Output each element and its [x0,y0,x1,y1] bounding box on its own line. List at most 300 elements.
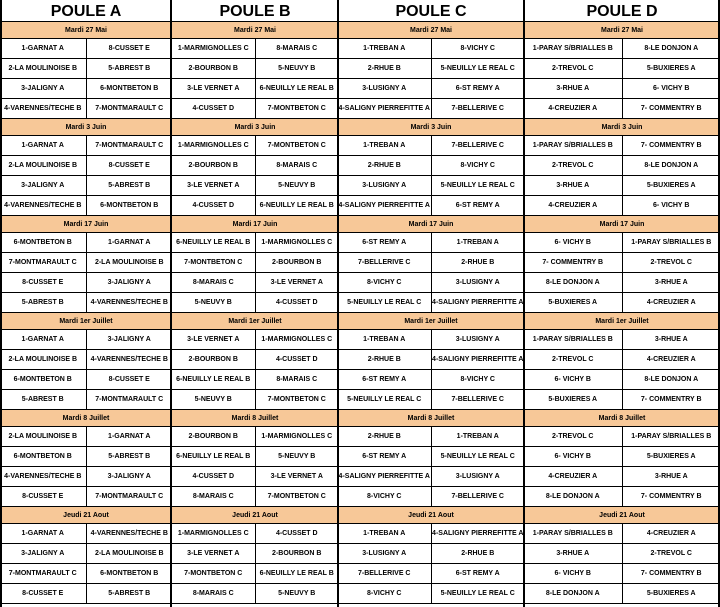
home-team: 6-NEUILLY LE REAL B [172,233,256,252]
away-team: 4-SALIGNY PIERREFITTE A [432,356,524,363]
home-team: 4-SALIGNY PIERREFITTE A [338,467,432,486]
home-team: 5-BUXIERES A [524,293,623,312]
match-day [0,119,172,216]
home-team: 1-MARMIGNOLLES C [172,136,256,155]
home-team: 3-LUSIGNY A [338,544,432,563]
match-row [172,273,338,293]
match-day [338,507,524,604]
away-team: 1-PARAY S/BRIALLES B [631,239,712,246]
home-team: 2-TREVOL C [524,156,623,175]
home-team: 2-LA MOULINOISE B [0,59,87,78]
away-team: 4-SALIGNY PIERREFITTE A [432,530,524,537]
away-team: 2-LA MOULINOISE B [94,259,164,266]
away-team: 2-BOURBON B [272,550,322,557]
match-row [172,350,338,370]
match-row [338,544,524,564]
match-date: Mardi 17 Juin [172,216,338,233]
match-date: Mardi 27 Mai [172,22,338,39]
match-row [172,293,338,313]
match-row [524,39,720,59]
match-day [524,22,720,119]
home-team: 4-VARENNES/TECHE B [0,99,87,118]
match-row [338,427,524,447]
home-team: 3-RHUE A [524,544,623,563]
home-team: 5-NEUILLY LE REAL C [338,390,432,409]
match-row [338,59,524,79]
match-row [338,390,524,410]
home-team: 8-VICHY C [338,273,432,292]
away-team: 4-VARENNES/TECHE B [90,356,168,363]
match-row [0,39,172,59]
away-team: 8-MARAIS C [276,45,318,52]
match-row [0,233,172,253]
match-row [0,293,172,313]
home-team: 7-MONTBETON C [172,564,256,583]
home-team: 2-RHUE B [338,59,432,78]
away-team: 5-BUXIERES A [646,182,696,189]
match-row [338,273,524,293]
away-team: 7- COMMENTRY B [640,396,702,403]
home-team: 1-MARMIGNOLLES C [172,39,256,58]
match-date: Mardi 3 Juin [338,119,524,136]
match-row [524,156,720,176]
home-team: 4-CUSSET D [172,99,256,118]
match-row [0,447,172,467]
home-team: 1-PARAY S/BRIALLES B [524,136,623,155]
pool-title: POULE B [172,0,338,22]
home-team: 3-JALIGNY A [0,176,87,195]
away-team: 6-MONTBETON B [100,570,159,577]
away-team: 5-NEUILLY LE REAL C [440,590,515,597]
column-divider [0,0,2,607]
away-team: 3-LUSIGNY A [455,279,500,286]
match-row [0,330,172,350]
home-team: 7-BELLERIVE C [338,253,432,272]
match-row [524,390,720,410]
home-team: 5-NEUILLY LE REAL C [338,293,432,312]
away-team: 7-MONTMARAULT C [95,142,164,149]
match-row [0,390,172,410]
home-team: 1-GARNAT A [0,330,87,349]
home-team: 1-GARNAT A [0,524,87,543]
match-row [0,487,172,507]
match-date: Mardi 1er Juillet [524,313,720,330]
home-team: 8-VICHY C [338,487,432,506]
match-row [172,59,338,79]
match-day [0,216,172,313]
match-row [524,330,720,350]
pool-title: POULE A [0,0,172,22]
match-row [172,427,338,447]
home-team: 4-CREUZIER A [524,196,623,215]
match-row [172,196,338,216]
away-team: 5-BUXIERES A [646,65,696,72]
away-team: 6-ST REMY A [455,85,500,92]
match-day [0,507,172,604]
match-row [172,584,338,604]
home-team: 1-TREBAN A [338,524,432,543]
away-team: 6- VICHY B [653,85,690,92]
match-date: Mardi 8 Juillet [0,410,172,427]
match-row [172,544,338,564]
home-team: 1-TREBAN A [338,39,432,58]
away-team: 3-RHUE A [654,473,688,480]
away-team: 7- COMMENTRY B [640,142,702,149]
match-row [524,273,720,293]
home-team: 6-ST REMY A [338,447,432,466]
match-row [524,350,720,370]
away-team: 8-CUSSET E [108,45,150,52]
home-team: 3-LUSIGNY A [338,79,432,98]
home-team: 7-MONTMARAULT C [0,253,87,272]
away-team: 8-VICHY C [460,45,495,52]
home-team: 2-TREVOL C [524,350,623,369]
home-team: 1-MARMIGNOLLES C [172,524,256,543]
home-team: 3-JALIGNY A [0,79,87,98]
home-team: 7- COMMENTRY B [524,253,623,272]
match-date: Jeudi 21 Aout [338,507,524,524]
home-team: 8-MARAIS C [172,487,256,506]
away-team: 2-BOURBON B [272,259,322,266]
match-row [524,370,720,390]
home-team: 1-TREBAN A [338,330,432,349]
away-team: 2-RHUE B [461,259,495,266]
home-team: 2-RHUE B [338,350,432,369]
match-row [338,564,524,584]
match-row [0,544,172,564]
home-team: 3-JALIGNY A [0,544,87,563]
match-day [524,119,720,216]
match-row [524,79,720,99]
away-team: 6-ST REMY A [455,570,500,577]
home-team: 1-PARAY S/BRIALLES B [524,524,623,543]
match-row [172,99,338,119]
away-team: 7- COMMENTRY B [640,105,702,112]
away-team: 4-CUSSET D [275,356,318,363]
match-row [338,39,524,59]
away-team: 7-MONTBETON C [267,493,326,500]
away-team: 5-BUXIERES A [646,453,696,460]
home-team: 5-ABREST B [0,390,87,409]
away-team: 1-MARMIGNOLLES C [261,239,333,246]
away-team: 4-SALIGNY PIERREFITTE A [432,299,524,306]
match-row [172,370,338,390]
home-team: 1-GARNAT A [0,39,87,58]
match-date: Jeudi 21 Aout [0,507,172,524]
home-team: 2-BOURBON B [172,156,256,175]
home-team: 4-VARENNES/TECHE B [0,467,87,486]
match-date: Jeudi 21 Aout [172,507,338,524]
match-row [172,176,338,196]
match-row [0,350,172,370]
away-team: 3-LE VERNET A [270,473,323,480]
match-row [524,487,720,507]
match-row [338,136,524,156]
home-team: 8-CUSSET E [0,487,87,506]
match-date: Mardi 17 Juin [0,216,172,233]
away-team: 7-BELLERIVE C [451,493,504,500]
match-day [172,410,338,507]
match-date: Mardi 1er Juillet [338,313,524,330]
match-row [338,293,524,313]
home-team: 8-CUSSET E [0,273,87,292]
pool-column-1 [0,0,172,607]
home-team: 4-CREUZIER A [524,467,623,486]
match-row [524,176,720,196]
match-row [338,233,524,253]
match-day [338,313,524,410]
match-row [524,467,720,487]
home-team: 3-LUSIGNY A [338,176,432,195]
home-team: 1-GARNAT A [0,136,87,155]
away-team: 1-PARAY S/BRIALLES B [631,433,712,440]
match-date: Mardi 3 Juin [0,119,172,136]
home-team: 4-CUSSET D [172,467,256,486]
match-row [524,233,720,253]
match-row [524,293,720,313]
away-team: 6-NEUILLY LE REAL B [259,85,334,92]
match-row [338,487,524,507]
away-team: 4-CUSSET D [275,299,318,306]
home-team: 6-ST REMY A [338,370,432,389]
home-team: 1-PARAY S/BRIALLES B [524,39,623,58]
home-team: 2-RHUE B [338,427,432,446]
home-team: 6-NEUILLY LE REAL B [172,447,256,466]
home-team: 6- VICHY B [524,447,623,466]
away-team: 5-NEUVY B [278,453,316,460]
match-row [338,176,524,196]
home-team: 6-NEUILLY LE REAL B [172,370,256,389]
away-team: 7-MONTBETON C [267,396,326,403]
match-row [172,79,338,99]
match-date: Mardi 27 Mai [338,22,524,39]
away-team: 2-RHUE B [461,550,495,557]
match-day [172,216,338,313]
away-team: 5-NEUILLY LE REAL C [440,182,515,189]
away-team: 6-MONTBETON B [100,85,159,92]
away-team: 1-GARNAT A [108,239,151,246]
home-team: 8-LE DONJON A [524,584,623,603]
match-row [524,427,720,447]
match-row [338,447,524,467]
match-row [172,39,338,59]
match-day [0,22,172,119]
match-row [172,487,338,507]
away-team: 4-CUSSET D [275,530,318,537]
away-team: 6- VICHY B [653,202,690,209]
match-row [0,427,172,447]
away-team: 5-NEUILLY LE REAL C [440,65,515,72]
column-divider [337,0,339,607]
match-row [0,156,172,176]
home-team: 7-BELLERIVE C [338,564,432,583]
match-row [338,79,524,99]
away-team: 4-VARENNES/TECHE B [90,299,168,306]
match-row [172,467,338,487]
home-team: 2-TREVOL C [524,427,623,446]
home-team: 6-ST REMY A [338,233,432,252]
home-team: 8-MARAIS C [172,584,256,603]
away-team: 4-CREUZIER A [646,299,696,306]
home-team: 2-BOURBON B [172,427,256,446]
away-team: 3-RHUE A [654,336,688,343]
home-team: 6-MONTBETON B [0,447,87,466]
match-date: Mardi 27 Mai [524,22,720,39]
home-team: 7-MONTMARAULT C [0,564,87,583]
match-row [0,79,172,99]
column-divider [523,0,525,607]
match-date: Mardi 27 Mai [0,22,172,39]
away-team: 3-JALIGNY A [107,279,151,286]
away-team: 2-TREVOL C [650,550,692,557]
match-row [524,564,720,584]
match-row [172,524,338,544]
away-team: 7-MONTMARAULT C [95,493,164,500]
match-date: Mardi 8 Juillet [524,410,720,427]
away-team: 4-CREUZIER A [646,530,696,537]
away-team: 7-BELLERIVE C [451,105,504,112]
away-team: 3-JALIGNY A [107,336,151,343]
pool-column-3 [338,0,524,607]
match-row [524,99,720,119]
away-team: 5-ABREST B [108,182,151,189]
match-row [338,196,524,216]
away-team: 5-NEUVY B [278,182,316,189]
match-day [172,119,338,216]
match-date: Mardi 17 Juin [524,216,720,233]
match-date: Mardi 17 Juin [338,216,524,233]
away-team: 8-VICHY C [460,162,495,169]
home-team: 4-SALIGNY PIERREFITTE A [338,99,432,118]
match-row [0,467,172,487]
match-row [172,447,338,467]
away-team: 7- COMMENTRY B [640,570,702,577]
match-row [338,370,524,390]
away-team: 5-NEUVY B [278,65,316,72]
home-team: 5-BUXIERES A [524,390,623,409]
match-row [524,524,720,544]
away-team: 5-NEUVY B [278,590,316,597]
match-row [524,136,720,156]
match-row [524,447,720,467]
home-team: 3-LE VERNET A [172,544,256,563]
match-date: Jeudi 21 Aout [524,507,720,524]
match-day [338,410,524,507]
home-team: 7-MONTBETON C [172,253,256,272]
away-team: 8-VICHY C [460,376,495,383]
match-row [0,273,172,293]
away-team: 7-MONTBETON C [267,142,326,149]
home-team: 4-VARENNES/TECHE B [0,196,87,215]
home-team: 8-MARAIS C [172,273,256,292]
match-row [0,136,172,156]
away-team: 4-CREUZIER A [646,356,696,363]
away-team: 7-MONTMARAULT C [95,105,164,112]
home-team: 2-LA MOULINOISE B [0,427,87,446]
away-team: 1-MARMIGNOLLES C [261,433,333,440]
away-team: 8-LE DONJON A [644,45,699,52]
match-row [524,544,720,564]
away-team: 8-CUSSET E [108,162,150,169]
home-team: 5-ABREST B [0,293,87,312]
away-team: 5-BUXIERES A [646,590,696,597]
home-team: 5-NEUVY B [172,293,256,312]
away-team: 6-NEUILLY LE REAL B [259,202,334,209]
away-team: 1-MARMIGNOLLES C [261,336,333,343]
match-row [524,253,720,273]
away-team: 7-BELLERIVE C [451,396,504,403]
match-row [338,467,524,487]
home-team: 5-NEUVY B [172,390,256,409]
match-row [172,390,338,410]
match-row [0,196,172,216]
match-day [338,216,524,313]
match-row [172,136,338,156]
away-team: 1-TREBAN A [456,239,499,246]
match-row [0,370,172,390]
away-team: 3-JALIGNY A [107,473,151,480]
away-team: 2-TREVOL C [650,259,692,266]
match-date: Mardi 8 Juillet [338,410,524,427]
pool-title: POULE C [338,0,524,22]
match-day [524,410,720,507]
home-team: 4-CUSSET D [172,196,256,215]
home-team: 3-LE VERNET A [172,176,256,195]
match-row [172,330,338,350]
away-team: 8-MARAIS C [276,162,318,169]
home-team: 8-LE DONJON A [524,487,623,506]
home-team: 3-LE VERNET A [172,330,256,349]
match-row [0,524,172,544]
match-row [0,564,172,584]
match-row [172,253,338,273]
away-team: 6-ST REMY A [455,202,500,209]
match-row [0,176,172,196]
away-team: 8-MARAIS C [276,376,318,383]
column-divider [170,0,172,607]
home-team: 8-LE DONJON A [524,273,623,292]
match-row [338,524,524,544]
home-team: 6- VICHY B [524,370,623,389]
match-row [0,584,172,604]
away-team: 5-NEUILLY LE REAL C [440,453,515,460]
match-date: Mardi 1er Juillet [172,313,338,330]
away-team: 3-LE VERNET A [270,279,323,286]
home-team: 8-CUSSET E [0,584,87,603]
match-row [172,564,338,584]
match-row [524,584,720,604]
home-team: 1-PARAY S/BRIALLES B [524,330,623,349]
match-row [338,253,524,273]
away-team: 6-NEUILLY LE REAL B [259,570,334,577]
match-row [0,253,172,273]
home-team: 6- VICHY B [524,564,623,583]
away-team: 7-BELLERIVE C [451,142,504,149]
match-row [338,584,524,604]
match-row [338,350,524,370]
match-row [524,59,720,79]
away-team: 1-TREBAN A [456,433,499,440]
home-team: 1-TREBAN A [338,136,432,155]
match-day [172,313,338,410]
home-team: 2-LA MOULINOISE B [0,156,87,175]
home-team: 4-CREUZIER A [524,99,623,118]
home-team: 4-SALIGNY PIERREFITTE A [338,196,432,215]
match-row [524,196,720,216]
home-team: 2-TREVOL C [524,59,623,78]
away-team: 3-RHUE A [654,279,688,286]
match-row [0,59,172,79]
